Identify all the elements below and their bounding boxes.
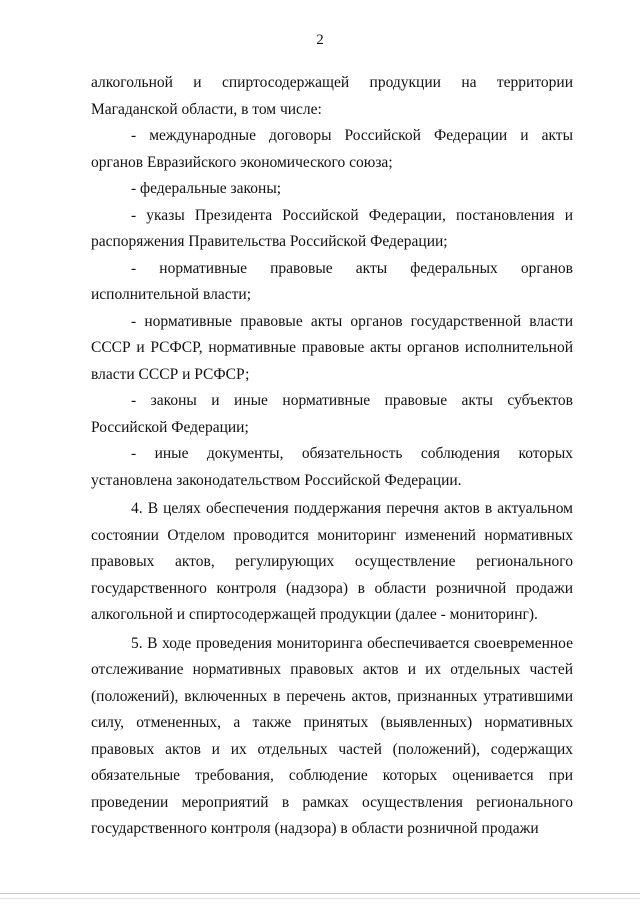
paragraph-intro: алкогольной и спиртосодержащей продукции на территории Магаданской области, в том числе: [91,74,573,118]
list-item-other-documents: - иные документы, обязательность соблюдения которых установлена законодательством Российской Федерации. [91,445,573,489]
list-item-federal-executive-acts: - нормативные правовые акты федеральных органов исполнительной власти; [91,259,573,303]
paragraph-section-5: 5. В ходе проведения мониторинга обеспечивается своевременное отслеживание нормативных правовых актов и их отдельных частей (положений), включенных в перечень актов, признанных утратившими силу, отмененных, а также принятых (выявленных) нормативных правовых актов и их отдельных частей (положений), содержащих обязательные требования, соблюдение которых оценивается при проведении мероприятий в рамках осуществления регионального государственного контроля (надзора) в области розничной продажи [91,634,573,837]
scan-edge-line [0,893,640,894]
page-number: 2 [316,32,324,48]
list-item-federal-laws: - федеральные законы; [131,180,282,197]
document-body [91,70,573,843]
list-item-presidential-decrees: - указы Президента Российской Федерации, постановления и распоряжения Правительства Российской Федерации; [91,206,573,250]
paragraph-section-4: 4. В целях обеспечения поддержания перечня актов в актуальном состоянии Отделом проводится мониторинг изменений нормативных правовых актов, регулирующих осуществление регионального государственного контроля (надзора) в области розничной продажи алкогольной и спиртосодержащей продукции (далее - мониторинг). [91,500,573,623]
list-item-international-treaties: - международные договоры Российской Федерации и акты органов Евразийского экономического союза; [91,127,573,171]
scan-edge-line-secondary [0,898,640,899]
list-item-ussr-rsfsr-acts: - нормативные правовые акты органов государственной власти СССР и РСФСР, нормативные правовые акты органов исполнительной власти СССР и РСФСР; [91,312,573,383]
list-item-regional-laws: - законы и иные нормативные правовые акты субъектов Российской Федерации; [91,392,573,436]
